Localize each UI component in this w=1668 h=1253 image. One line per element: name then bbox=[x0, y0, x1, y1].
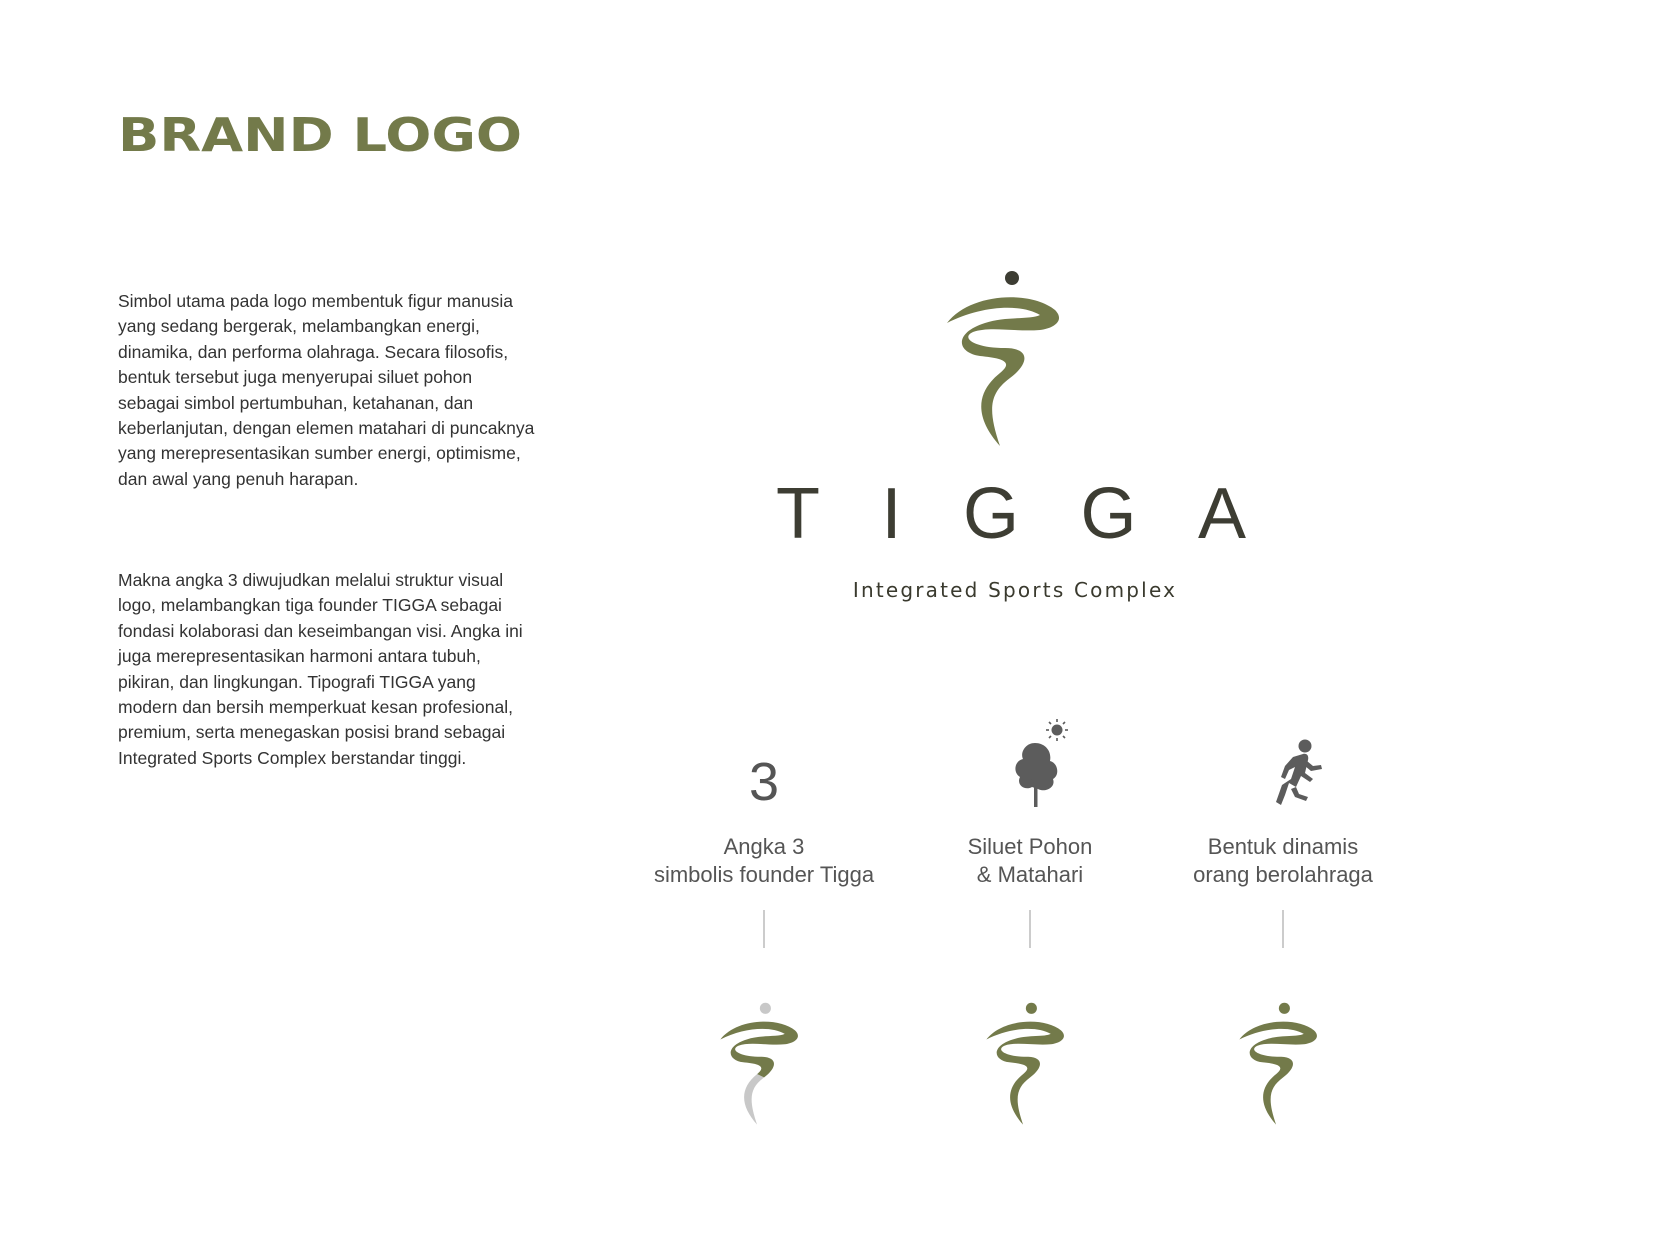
wordmark-text: TIGGA bbox=[776, 478, 1246, 554]
tagline: Integrated Sports Complex bbox=[852, 578, 1178, 602]
feature-icon-wrap bbox=[1133, 737, 1433, 807]
tigga-logo-mark bbox=[945, 268, 1075, 446]
number-three-icon: 3 bbox=[748, 752, 780, 812]
feature-label-line2: & Matahari bbox=[976, 862, 1084, 887]
running-person-icon bbox=[1133, 739, 1433, 809]
feature-icon-wrap bbox=[614, 737, 914, 812]
feature-label bbox=[1133, 833, 1433, 889]
connector-line bbox=[1282, 910, 1284, 948]
page-title: BRAND LOGO bbox=[118, 108, 523, 162]
tigga-wordmark-graphic bbox=[776, 478, 1256, 558]
feature-label bbox=[614, 833, 914, 889]
feature-label-line1: Bentuk dinamis bbox=[1207, 834, 1359, 859]
description-paragraph-2: Makna angka 3 diwujudkan melalui struktur visual logo, melambangkan tiga founder TIGGA sebagai fondasi kolaborasi dan keseimbangan visi. Angka ini juga merepresentasikan harmoni antara tubuh, pikiran, dan lingkungan. Tipografi TIGGA yang modern dan bersih memperkuat kesan profesional, premium, serta menegaskan posisi brand sebagai Integrated Sports Complex berstandar tinggi. bbox=[118, 570, 523, 768]
connector-line bbox=[1029, 910, 1031, 948]
logo-mark-variant-tree bbox=[985, 997, 1075, 1129]
description-paragraph-1: Simbol utama pada logo membentuk figur manusia yang sedang bergerak, melambangkan energi, dinamika, dan performa olahraga. Secara filosofis, bentuk tersebut juga menyerupai siluet pohon sebagai simbol pertumbuhan, ketahanan, dan keberlanjutan, dengan elemen matahari di puncaknya yang merepresentasikan sumber energi, optimisme, dan awal yang penuh harapan. bbox=[118, 291, 535, 489]
feature-label-line2: simbolis founder Tigga bbox=[653, 862, 875, 887]
logo-mark-variant-three bbox=[719, 997, 809, 1129]
logo-mark-variant-runner bbox=[1238, 997, 1328, 1129]
connector-line bbox=[763, 910, 765, 948]
tigga-wordmark bbox=[776, 478, 1256, 558]
feature-label-line2: orang berolahraga bbox=[1193, 862, 1373, 887]
feature-label-line1: Siluet Pohon bbox=[967, 834, 1093, 859]
feature-label-line1: Angka 3 bbox=[723, 834, 805, 859]
